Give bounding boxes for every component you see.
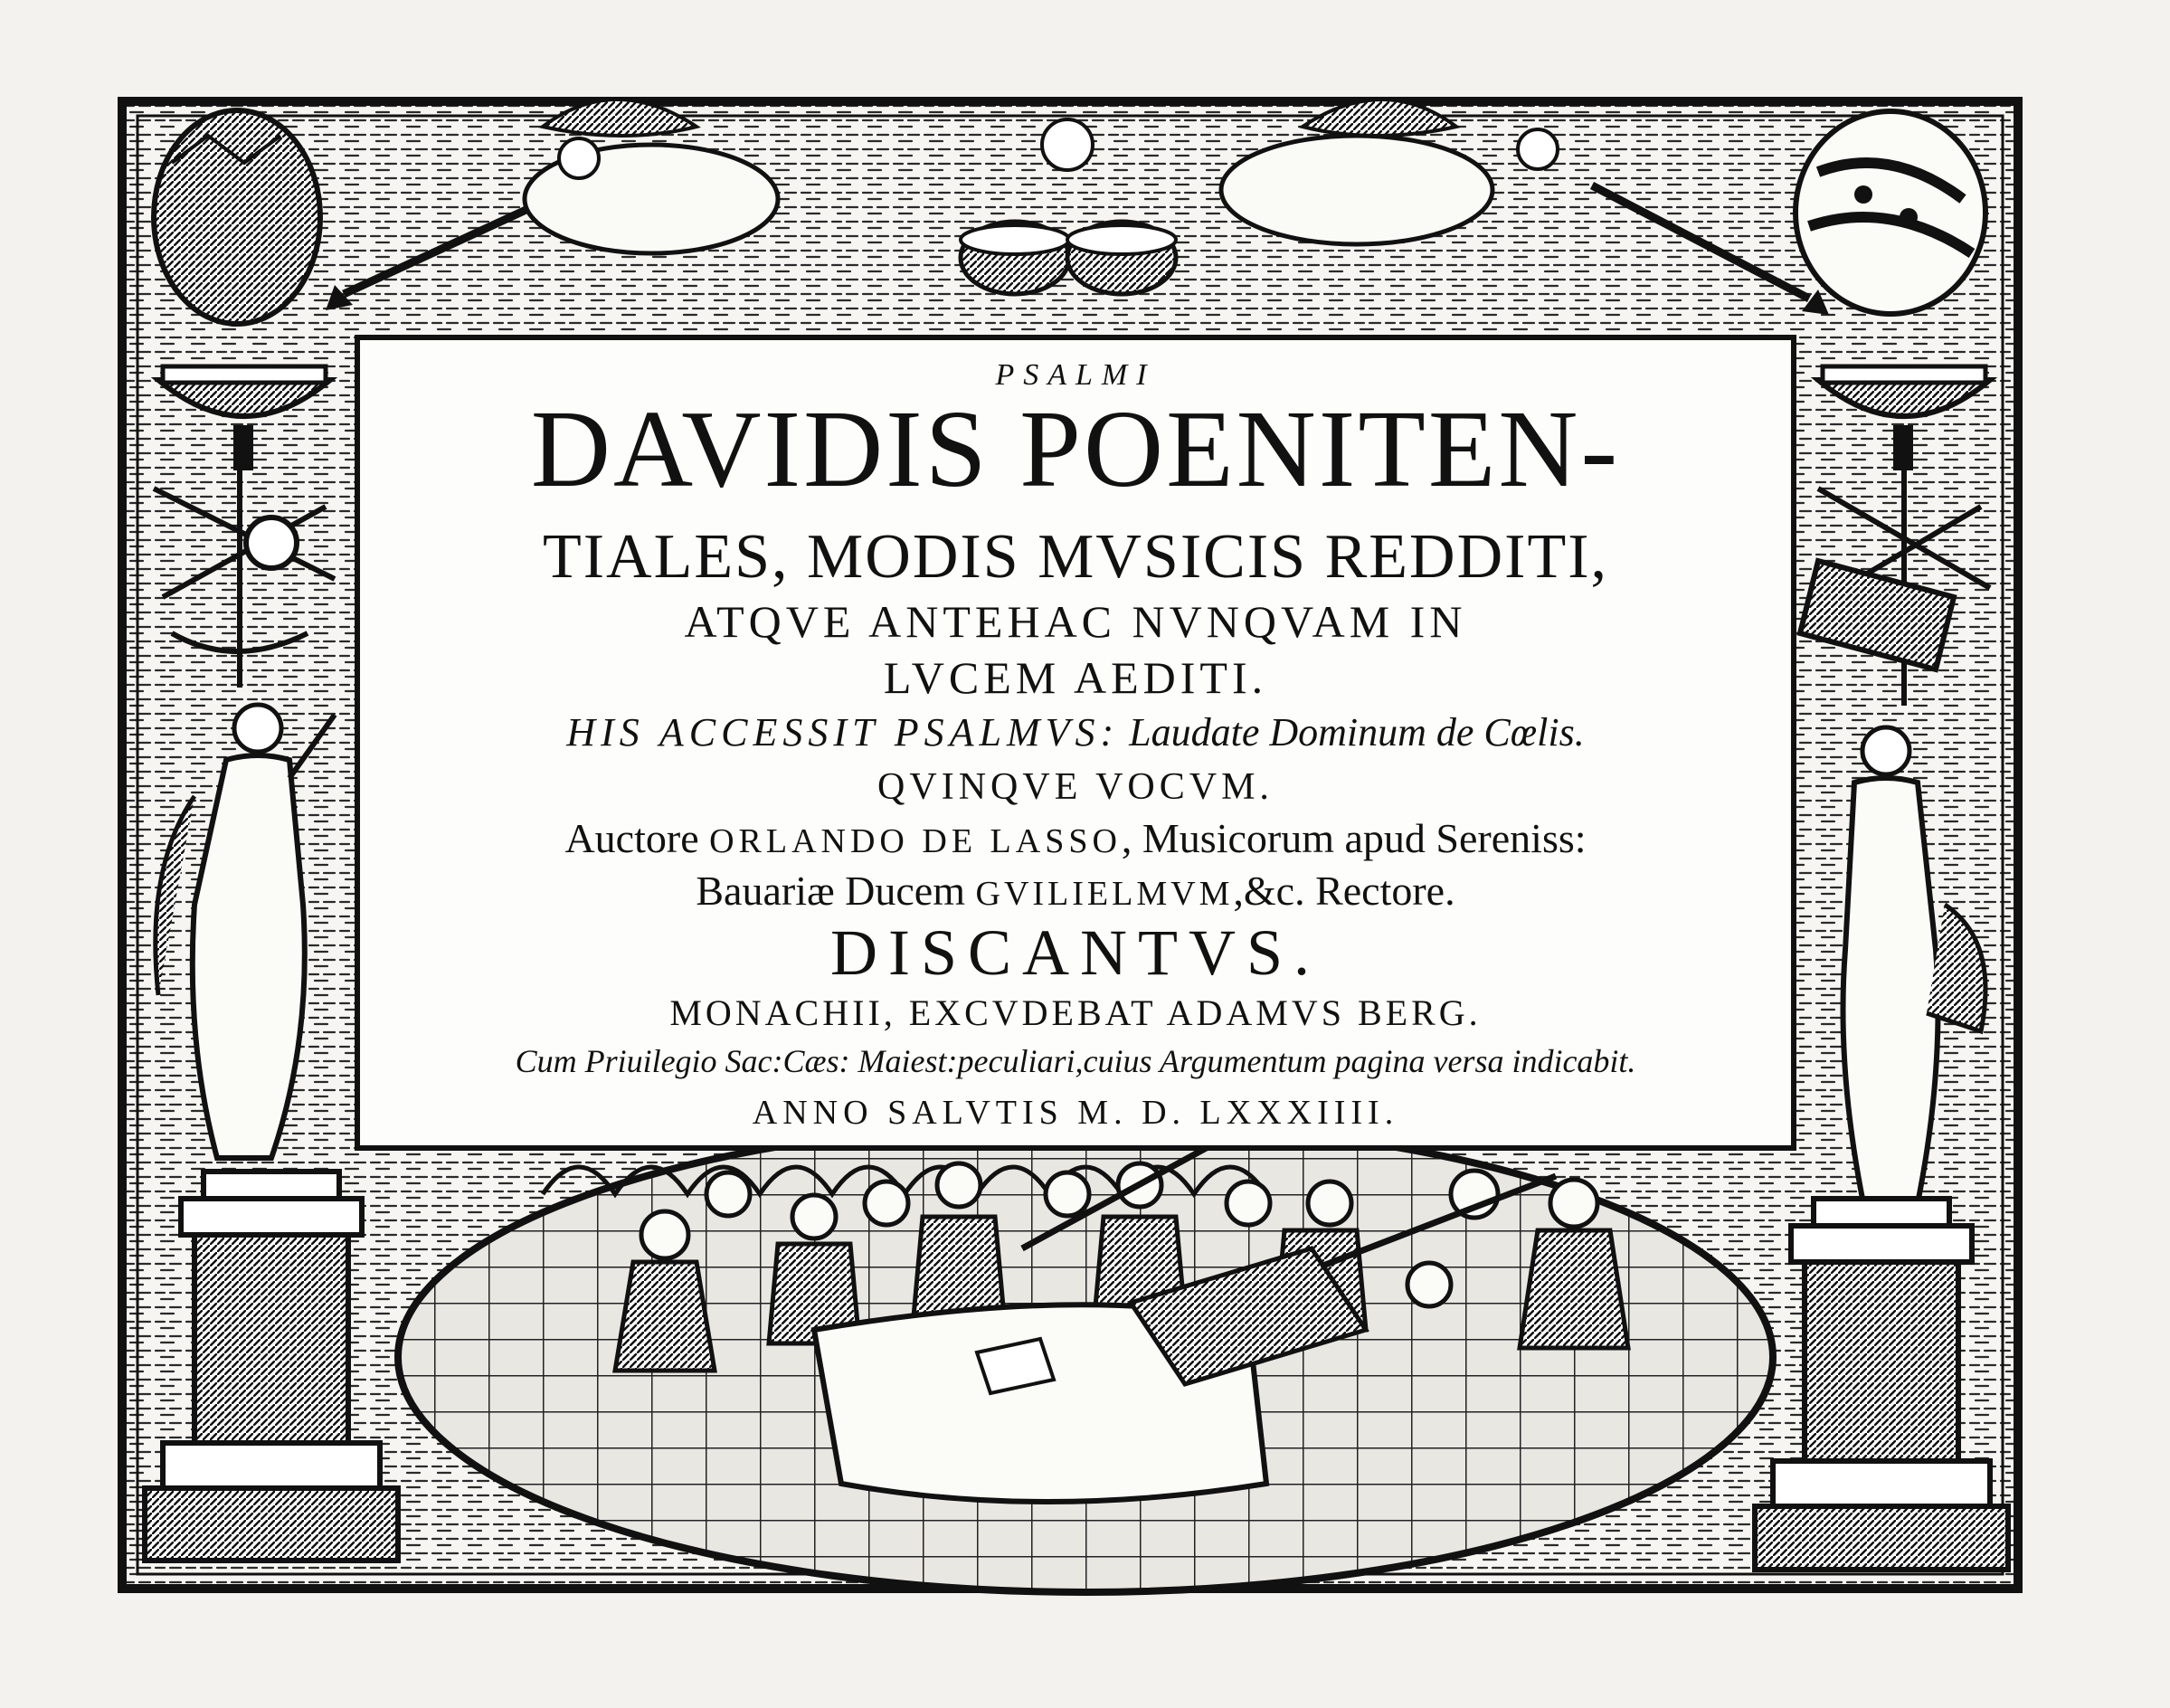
author-line [360,814,1791,862]
voices-line: QVINQVE VOCVM. [877,766,1274,808]
duke-prefix: Bauariæ Ducem [696,868,966,914]
main-title: DAVIDIS POENITEN- [530,388,1621,510]
accessit-line [360,709,1791,755]
author-prefix: Auctore [564,815,699,861]
duke-line [360,867,1791,915]
duke-suffix: ,&c. Rectore. [1233,868,1455,914]
author-suffix: , Musicorum apud Sereniss: [1121,815,1587,861]
voice-part: DISCANTVS. [829,916,1322,989]
subtitle-line-3: LVCEM AEDITI. [883,652,1268,703]
accessit-psalm-title: Laudate Dominum de Cœlis. [1129,710,1585,754]
psalmi-heading: PSALMI [995,358,1156,392]
year-line: ANNO SALVTIS M. D. LXXXIIII. [752,1094,1399,1132]
coat-of-arms-icon [1796,111,1985,314]
privilege-line: Cum Priuilegio Sac:Cæs: Maiest:peculiari,cuius Argumentum pagina versa indicabit. [515,1043,1636,1079]
author-name: ORLANDO DE LASSO [709,822,1122,860]
musicians-ensemble-icon [398,1122,1773,1592]
duke-name: GVILIELMVM [975,875,1234,913]
title-panel [355,335,1796,1151]
printer-line: MONACHII, EXCVDEBAT ADAMVS BERG. [669,992,1482,1033]
subtitle-line-2: ATQVE ANTEHAC NVNQVAM IN [684,596,1467,647]
accessit-caps: HIS ACCESSIT PSALMVS: [566,710,1120,754]
coat-of-arms-icon [154,110,320,324]
subtitle-line-1: TIALES, MODIS MVSICIS REDDITI, [542,522,1609,592]
